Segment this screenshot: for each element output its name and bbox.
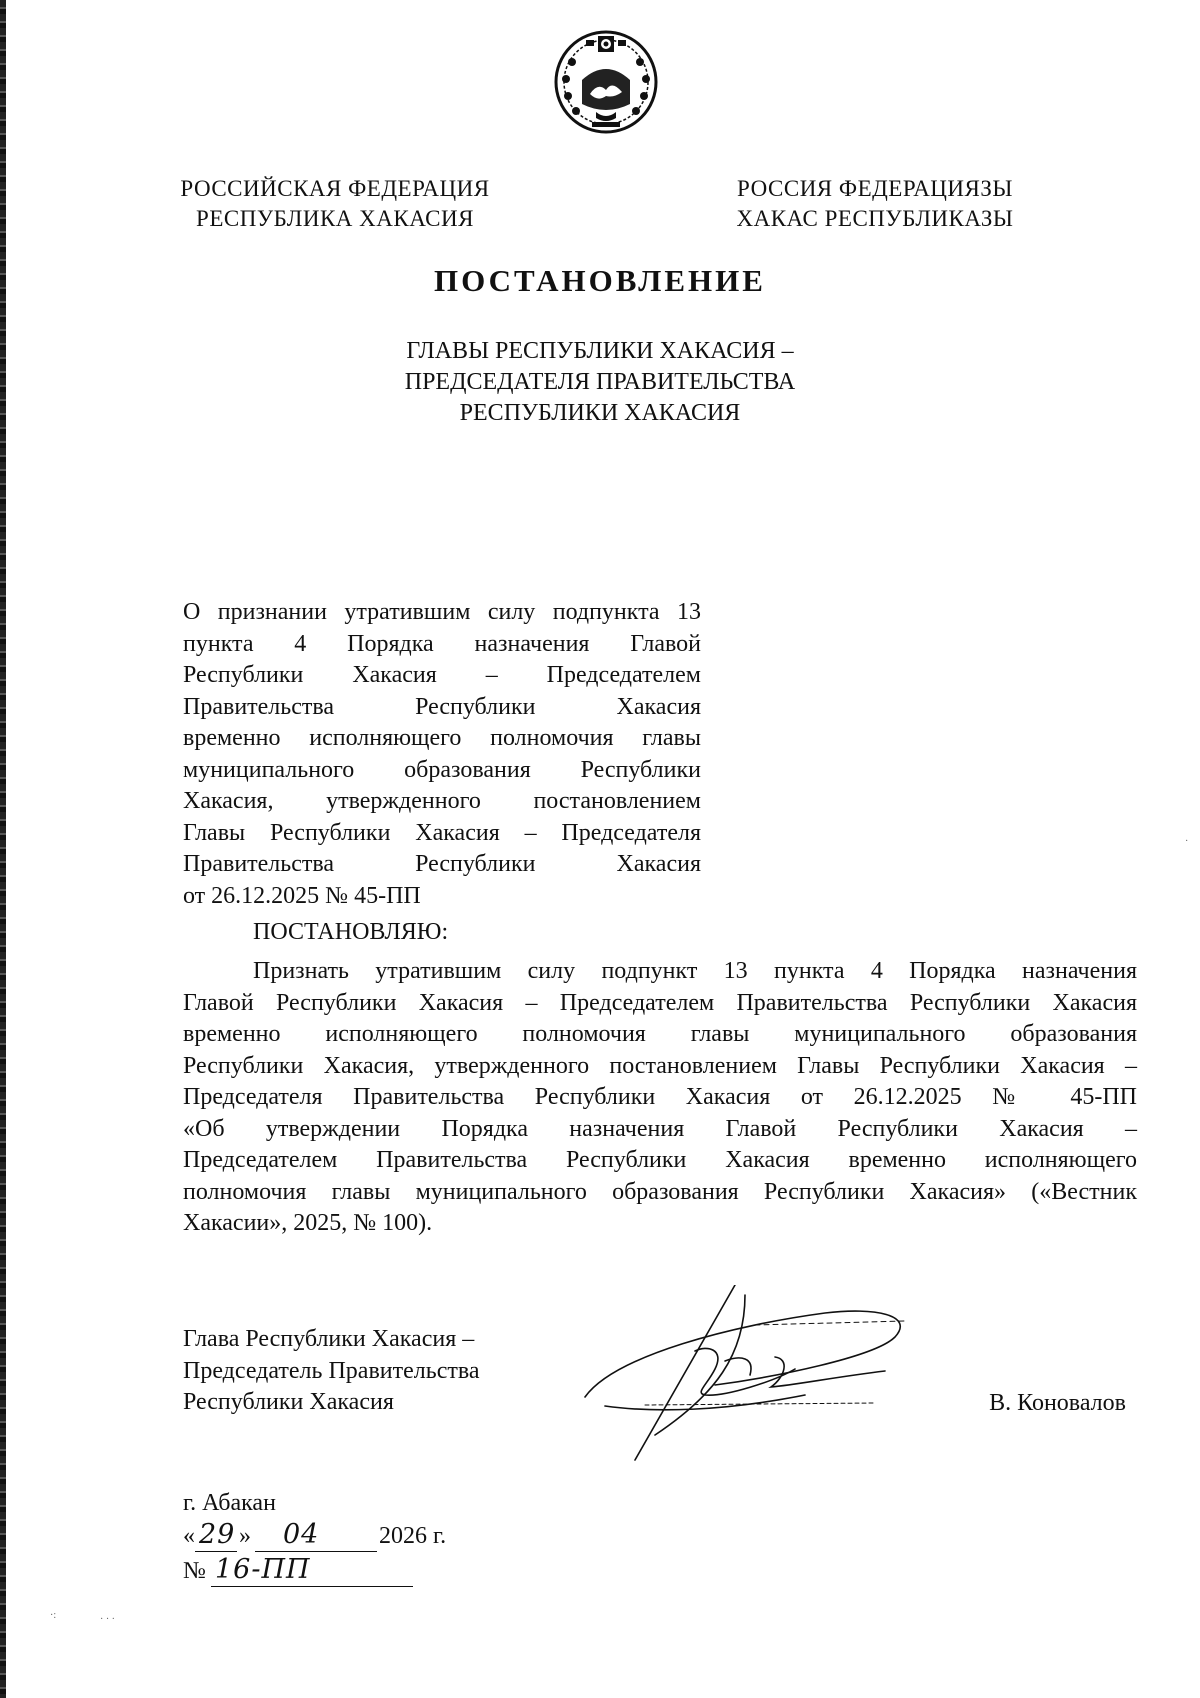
scan-edge — [0, 0, 6, 1698]
date-day: 29 — [199, 1519, 236, 1550]
subject-line: Правительства Республики Хакасия — [183, 693, 701, 720]
body-line: Признать утратившим силу подпункт 13 пункта 4 Порядка назначения — [253, 958, 1137, 984]
signatory-position-line: Глава Республики Хакасия – — [183, 1326, 475, 1352]
scan-speck: ·: — [50, 1610, 57, 1621]
signatory-position-line: Председатель Правительства — [183, 1357, 480, 1384]
signatory-position — [183, 1324, 480, 1419]
coat-of-arms-icon — [552, 24, 660, 136]
place: г. Абакан — [183, 1490, 276, 1516]
subject-line: от 26.12.2025 № 45-ПП — [183, 882, 421, 909]
header-left-line-1: РОССИЙСКАЯ ФЕДЕРАЦИЯ — [180, 176, 490, 201]
header-left — [160, 174, 510, 234]
scan-speck: · · · — [100, 1614, 115, 1625]
subject-line: Правительства Республики Хакасия — [183, 851, 701, 877]
body-line: Председателя Правительства Республики Хакасия от 26.12.2025 № 45-ПП — [183, 1084, 1137, 1110]
subject-line: временно исполняющего полномочия главы — [183, 725, 701, 751]
body-line: Председателем Правительства Республики Хакасия временно исполняющего — [183, 1147, 1137, 1173]
subject-line: Главы Республики Хакасия – Председателя — [183, 819, 701, 846]
handwritten-signature — [575, 1285, 975, 1475]
header-right-line-2: ХАКАС РЕСПУБЛИКАЗЫ — [736, 206, 1014, 231]
issuer-line: ПРЕДСЕДАТЕЛЯ ПРАВИТЕЛЬСТВА — [404, 369, 796, 395]
subject-line: муниципального образования Республики — [183, 756, 701, 783]
document-body — [183, 956, 1137, 1240]
body-line: Хакасии», 2025, № 100). — [183, 1210, 433, 1236]
body-line: «Об утверждении Порядка назначения Главой Республики Хакасия – — [183, 1115, 1137, 1142]
subject-line: О признании утратившим силу подпункта 13 — [183, 599, 701, 625]
subject-line: пункта 4 Порядка назначения Главой — [183, 630, 701, 657]
issuer — [300, 336, 900, 429]
subject-line: Республики Хакасия – Председателем — [183, 662, 701, 688]
date-year: 2026 г. — [379, 1523, 447, 1549]
document-subject — [183, 597, 701, 912]
signatory-position-line: Республики Хакасия — [183, 1389, 394, 1415]
document-number — [183, 1556, 423, 1592]
date-month: 04 — [283, 1519, 320, 1550]
signatory-name: В. Коновалов — [989, 1390, 1126, 1416]
number-value: 16-ПП — [215, 1554, 311, 1585]
subject-line: Хакасия, утвержденного постановлением — [183, 788, 701, 814]
body-line: полномочия главы муниципального образования Республики Хакасия» («Вестник — [183, 1178, 1137, 1205]
date-close-quote: » — [239, 1523, 251, 1549]
issuer-line: ГЛАВЫ РЕСПУБЛИКИ ХАКАСИЯ – — [406, 338, 794, 364]
header-right — [700, 174, 1050, 234]
document-type: ПОСТАНОВЛЕНИЕ — [434, 263, 766, 298]
decree-word: ПОСТАНОВЛЯЮ: — [253, 919, 449, 945]
body-line: временно исполняющего полномочия главы муниципального образования — [183, 1021, 1137, 1047]
date-open-quote: « — [183, 1523, 195, 1549]
document-date — [183, 1521, 503, 1557]
header-left-line-2: РЕСПУБЛИКА ХАКАСИЯ — [196, 206, 474, 231]
header-right-line-1: РОССИЯ ФЕДЕРАЦИЯЗЫ — [737, 176, 1013, 201]
number-label: № — [183, 1558, 206, 1584]
issuer-line: РЕСПУБЛИКИ ХАКАСИЯ — [459, 400, 741, 426]
body-line: Республики Хакасия, утвержденного постановлением Главы Республики Хакасия – — [183, 1052, 1137, 1079]
body-line: Главой Республики Хакасия – Председателем Правительства Республики Хакасия — [183, 989, 1137, 1016]
scan-speck: · — [1185, 836, 1189, 847]
